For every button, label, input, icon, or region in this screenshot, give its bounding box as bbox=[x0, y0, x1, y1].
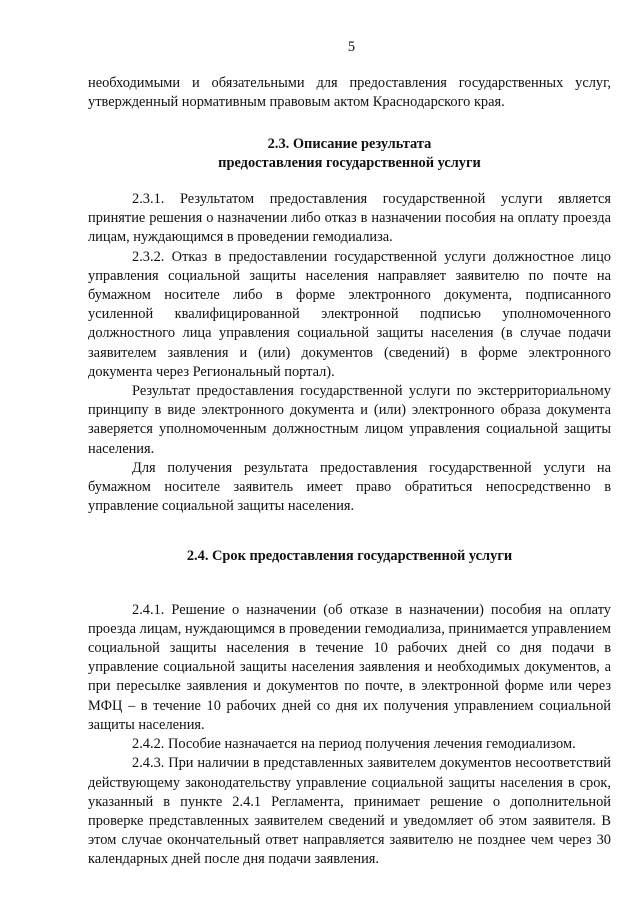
paragraph-2-3-2: 2.3.2. Отказ в предоставлении государственной услуги должностное лицо управления социальной защиты населения направляет заявителю по почте на бумажном носителе либо в форме электронного документа, подписанного усиленной квалифицированной электронной подписью уполномоченного должностного лица управления социальной защиты населения (в случае подачи заявителем заявления и (или) документов (сведений) в форме электронного документа через Региональный портал). bbox=[88, 248, 611, 380]
paragraph-2-3-1: 2.3.1. Результатом предоставления государственной услуги является принятие решения о назначении либо отказ в назначении пособия на оплату проезда лицам, нуждающимся в проведении гемодиализа. bbox=[88, 191, 611, 246]
spacer bbox=[88, 567, 611, 601]
intro-paragraph: необходимыми и обязательными для предоставления государственных услуг, утвержденный нормативным правовым актом Краснодарского края. bbox=[88, 75, 611, 111]
section-2-3 bbox=[88, 135, 611, 517]
spacer bbox=[88, 173, 611, 190]
section-2-3-heading-line1: 2.3. Описание результата bbox=[267, 135, 432, 152]
paragraph-2-4-3: 2.4.3. При наличии в представленных заявителем документов несоответствий действующему законодательству управление социальной защиты населения в срок, указанный в пункте 2.4.1 Регламента, принимает решение о дополнительной проверке представленных заявителем сведений и уведомляет об этом заявителя. В этом случае окончательный ответ направляется заявителю не позднее чем через 30 календарных дней после дня подачи заявления. bbox=[88, 755, 611, 868]
spacer bbox=[88, 516, 611, 547]
section-2-4 bbox=[88, 547, 611, 869]
paragraph-2-4-2: 2.4.2. Пособие назначается на период получения лечения гемодиализом. bbox=[132, 736, 576, 753]
page-number: 5 bbox=[347, 39, 356, 55]
section-2-3-heading-line2: предоставления государственной услуги bbox=[218, 154, 481, 171]
paragraph-result-paper: Для получения результата предоставления государственной услуги на бумажном носителе заявитель имеет право обратиться непосредственно в управление социальной защиты населения. bbox=[88, 459, 611, 515]
spacer bbox=[88, 113, 611, 135]
paragraph-2-4-1: 2.4.1. Решение о назначении (об отказе в назначении) пособия на оплату проезда лицам, нуждающимся в проведении гемодиализа, принимается управлением социальной защиты населения в течение 10 рабочих дней со дня подачи в управление социальной защиты населения заявления и необходимых документов, а при пересылке заявления и документов по почте, в электронной форме или через МФЦ – в течение 10 рабочих дней со дня их получения управлением социальной защиты населения. bbox=[88, 601, 611, 733]
paragraph-result-extraterritorial: Результат предоставления государственной услуги по экстерриториальному принципу в виде электронного документа и (или) электронного образа документа заверяется уполномоченным должностным лицом управления социальной защиты населения. bbox=[88, 383, 611, 457]
section-2-4-heading: 2.4. Срок предоставления государственной услуги bbox=[186, 548, 513, 565]
